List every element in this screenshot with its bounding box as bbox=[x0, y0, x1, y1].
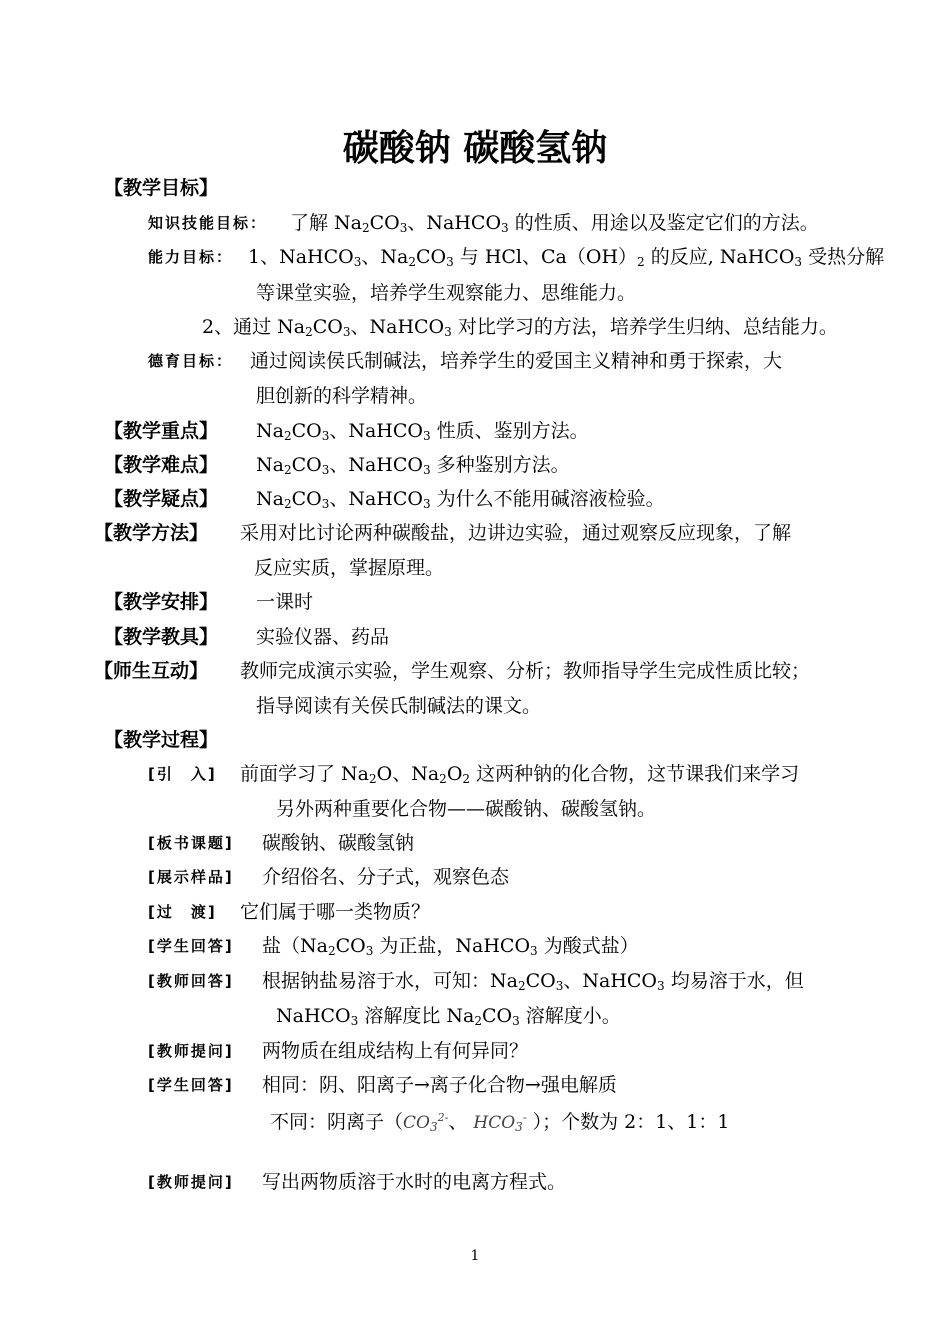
method-cont: 反应实质，掌握原理。 bbox=[254, 557, 445, 579]
teacher-answer-label: [教师回答] bbox=[148, 972, 234, 990]
teacher-question-2-label: [教师提问] bbox=[148, 1173, 234, 1191]
ability-goal-1: 1、NaHCO$_3$、$Na_2CO_3$ 与 HCl、$Ca(OH)_2$ 的反应, NaHCO$_3$ 受热分解 bbox=[248, 246, 885, 269]
ability-goal-label: 能力目标： bbox=[148, 248, 234, 266]
teacher-question-1-text: 两物质在组成结构上有何异同？ bbox=[262, 1040, 529, 1062]
student-answer-2-text: 相同：阴、阳离子→离子化合物→强电解质 bbox=[262, 1074, 617, 1096]
doubts-text: $Na_2CO_3$、NaHCO$_3$ 为什么不能用碱溶液检验。 bbox=[256, 488, 665, 511]
ability-goal-2: 2、通过 $Na_2CO_3$、NaHCO$_3$ 对比学习的方法，培养学生归纳、总结能力。 bbox=[202, 316, 838, 339]
interaction-header: 【师生互动】 bbox=[94, 660, 209, 682]
teacher-question-1-label: [教师提问] bbox=[148, 1042, 234, 1060]
anion-difference-line: 不同：阴离子（$CO_3^{2-}$、 $HCO_3^-$ ）；个数为 2：1、1：1 bbox=[270, 1111, 730, 1134]
moral-goal-label: 德育目标： bbox=[148, 352, 234, 370]
difficulties-text: $Na_2CO_3$、NaHCO$_3$ 多种鉴别方法。 bbox=[256, 454, 570, 477]
page-number: 1 bbox=[470, 1248, 480, 1264]
knowledge-goal-label: 知识技能目标： bbox=[148, 214, 268, 232]
transition-text: 它们属于哪一类物质？ bbox=[240, 901, 431, 923]
student-answer-1-label: [学生回答] bbox=[148, 937, 234, 955]
interaction-text: 教师完成演示实验，学生观察、分析；教师指导学生完成性质比较； bbox=[240, 660, 811, 682]
doubts-header: 【教学疑点】 bbox=[104, 488, 219, 510]
intro-cont: 另外两种重要化合物——碳酸钠、碳酸氢钠。 bbox=[276, 798, 657, 820]
bicarbonate-ion: $HCO_3^-$ bbox=[473, 1111, 527, 1134]
schedule-text: 一课时 bbox=[256, 591, 314, 613]
moral-goal-text: 通过阅读侯氏制碱法，培养学生的爱国主义精神和勇于探索，大 bbox=[250, 350, 783, 372]
page-title: 碳酸钠 碳酸氢钠 bbox=[342, 128, 608, 169]
moral-goal-cont: 胆创新的科学精神。 bbox=[256, 385, 428, 407]
board-label: [板书课题] bbox=[148, 834, 234, 852]
difficulties-header: 【教学难点】 bbox=[104, 454, 219, 476]
teacher-answer-text: 根据钠盐易溶于水，可知：$Na_2CO_3$、NaHCO$_3$ 均易溶于水，但 bbox=[262, 970, 804, 993]
intro-label: [引 入] bbox=[148, 765, 217, 783]
board-text: 碳酸钠、碳酸氢钠 bbox=[262, 832, 415, 854]
student-answer-2-label: [学生回答] bbox=[148, 1076, 234, 1094]
teacher-question-2-text: 写出两物质溶于水时的电离方程式。 bbox=[262, 1171, 567, 1193]
ability-goal-1-cont: 等课堂实验，培养学生观察能力、思维能力。 bbox=[256, 282, 637, 304]
key-points-text: $Na_2CO_3$、NaHCO$_3$ 性质、鉴别方法。 bbox=[256, 420, 589, 443]
goals-header: 【教学目标】 bbox=[104, 177, 219, 199]
carbonate-ion: $CO_3^{2-}$ bbox=[403, 1111, 449, 1134]
tools-text: 实验仪器、药品 bbox=[256, 626, 390, 648]
knowledge-goal-text: 了解 $Na_2CO_3$、NaHCO$_3$ 的性质、用途以及鉴定它们的方法。 bbox=[290, 212, 819, 235]
interaction-cont: 指导阅读有关侯氏制碱法的课文。 bbox=[256, 695, 542, 717]
schedule-header: 【教学安排】 bbox=[104, 591, 219, 613]
process-header: 【教学过程】 bbox=[104, 729, 219, 751]
sample-text: 介绍俗名、分子式，观察色态 bbox=[262, 866, 510, 888]
teacher-answer-cont: NaHCO$_3$ 溶解度比 $Na_2CO_3$ 溶解度小。 bbox=[276, 1005, 621, 1028]
method-text: 采用对比讨论两种碳酸盐，边讲边实验，通过观察反应现象，了解 bbox=[240, 522, 792, 544]
tools-header: 【教学教具】 bbox=[104, 626, 219, 648]
sample-label: [展示样品] bbox=[148, 868, 234, 886]
student-answer-1-text: 盐（$Na_2CO_3$ 为正盐，NaHCO$_3$ 为酸式盐） bbox=[262, 935, 639, 958]
key-points-header: 【教学重点】 bbox=[104, 420, 219, 442]
intro-text: 前面学习了 $Na_2O$、$Na_2O_2$ 这两种钠的化合物，这节课我们来学习 bbox=[240, 763, 800, 786]
method-header: 【教学方法】 bbox=[94, 522, 209, 544]
transition-label: [过 渡] bbox=[148, 903, 217, 921]
